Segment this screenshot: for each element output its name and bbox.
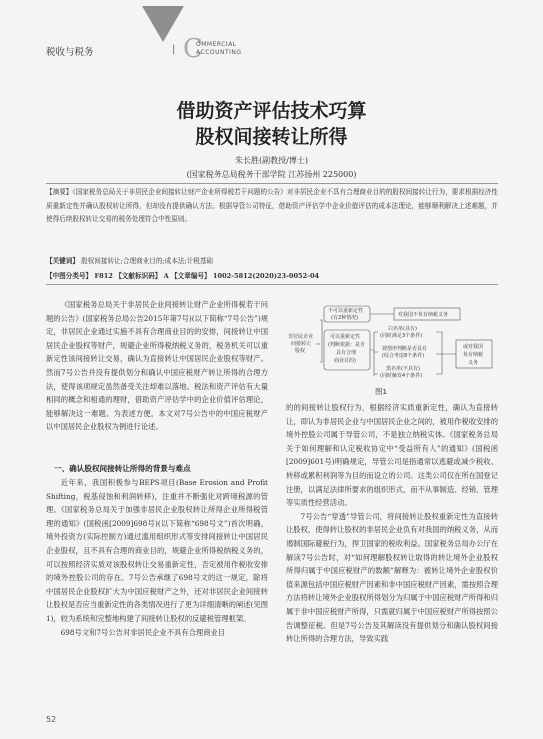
intro-paragraph: 《国家税务总局关于非居民企业间接转让财产企业所得税若干问题的公告》(国家税务总局公告2015年第7号)(以下简称“7号公告”)规定，非居民企业通过实施不具有合理商业目的的安排，间接转让中国居民企业股权等财产，规避企业所得税纳税义务的，税务机关可以重新定性该间接转让交易，确认为直接转让中国居民企业股权等财产。然而7号公告并没有提供划分和确认中国应税财产转让所得的合理方法，使得该项规定虽然备受关注却难以落地。税法和资产评估有大量相同的概念和相通的理财，借助资产评估学中的企业价值评估理论，能够解决这一难题。为表述方便，本文对7号公告中的中国应税财产以中国居民企业股权为例进行论述。 bbox=[46, 300, 268, 432]
abstract: 【摘要】《国家税务总局关于非居民企业间接转让财产企业所得税若干问题的公告》对非居民企业不具有合理商业目的的股权间接转让行为，要求根据经济性质重新定性并确认股权转让所得，但却没有提供确认方法。根据导管公司特征，借助资产评估学中企业价值评估的成本法理论，能够顺利解决上述难题，并使得后续股权转让交易的税务处理符合中性原则。 bbox=[46, 188, 498, 223]
fig-branch-1-line-1: 白名单(具有) bbox=[388, 326, 417, 332]
fig-root-line-1: 非居民企业 bbox=[288, 334, 314, 340]
fig-top-box-line-1: 不可以重新定性 bbox=[328, 308, 364, 314]
fig-branch-1-line-2: (同时满足3个条件) bbox=[380, 333, 423, 339]
fig-root-line-3: 股权 bbox=[295, 348, 306, 354]
right-paragraph-1: 的的间接转让股权行为，根据经济实质重新定性，确认为直接转让，即认为非居民企业与中国居民企业之间的，被用作税收安排的境外控股公司属于导管公司，不是独立纳税实体。《国家税务总局关于如何理解和认定税收协定中“受益所有人”的通知》(国税函[2009]601号)明确规定，导管公司是指通常以逃避或减少税收、转移或累积利润等为目的而设立的公司。这类公司仅在所在国登记注册，以满足法律所要求的组织形式，而不从事制造、经销、管理等实质性经营活动。 bbox=[286, 403, 498, 508]
section-heading-1: 一、确认股权间接转让所得的背景与难点 bbox=[54, 464, 191, 473]
page-number: 52 bbox=[46, 715, 57, 724]
journal-logo-letter: C bbox=[183, 34, 203, 64]
fig-branch-3-line-1: 黑名单(不具有) bbox=[386, 366, 420, 372]
article-title-line-2: 股权间接转让所得 bbox=[195, 126, 348, 148]
abstract-top-rule bbox=[46, 183, 498, 184]
logo-line-1: OMMERCIAL bbox=[196, 41, 237, 48]
keywords-label: 【关键词】 bbox=[46, 257, 79, 265]
author-name: 朱长胜(副教授/博士) bbox=[235, 156, 308, 165]
right-column bbox=[286, 401, 498, 646]
fig-branch-2-line-1: 视情形判断是否具有 bbox=[382, 346, 428, 352]
section-paragraph-1: 近年来，我国积极参与BEPS项目(Base Erosion and Profit Shifting，税基侵蚀和利润转移)，注重并不断强化对跨境税源的管理。《国家税务总局关于加强非居民企业股权转让所得企业所得税管理的通知》(国税函[2009]698号)(以下简称“698号文”)首次明确，境外投资方(实际控制方)通过滥用组织形式等安排间接转让中国居民企业股权，且不具有合理的商业目的，规避企业所得税纳税义务的，可以按照经济实质对该股权转让交易重新定性，否定被用作税收安排的境外控股公司的存在。7号公告承继了698号文的这一规定，除将中国居民企业股权扩大为中国应税财产之外，还对非居民企业间接转让股权是否应当重新定性的各类情况进行了更为详细清晰的阐述(见图1)，较为系统和完整地构建了间接转让股权的反避税管理框架。 bbox=[46, 478, 268, 623]
fig-top-result: 对我国不负有纳税义务 bbox=[398, 312, 449, 318]
fig-root-line-2: 间接转让 bbox=[291, 341, 312, 347]
fig-mid-box-line-2: (判断依据：是否 bbox=[328, 342, 365, 348]
fig-mid-box-line-3: 具有合理 bbox=[336, 350, 357, 356]
fig-result-2-line-1: 或对我国 bbox=[463, 344, 484, 350]
left-column bbox=[46, 298, 268, 434]
figure-1-diagram bbox=[286, 302, 498, 384]
fig-branch-2-line-2: (综合考虑8个条件) bbox=[382, 353, 425, 359]
fig-top-box-line-2: (有2种情况) bbox=[331, 315, 359, 321]
section-label: 税收与税务 bbox=[46, 47, 94, 58]
fig-result-2-line-2: 负有纳税 bbox=[463, 352, 484, 358]
author-affiliation: (国家税务总局税务干部学院 江苏扬州 225000) bbox=[186, 170, 357, 179]
article-title-line-1: 借助资产评估技术巧算 bbox=[176, 100, 367, 122]
keywords-text: 股权间接转让;合理商业目的;成本法;计税基础 bbox=[81, 257, 214, 265]
section-paragraph-2: 698号文和7号公告对非居民企业不具有合理商业目 bbox=[60, 627, 226, 637]
fig-mid-box-line-1: 可以重新定性 bbox=[330, 334, 361, 340]
figure-1-caption: 图1 bbox=[375, 387, 388, 396]
header-triangle-decoration bbox=[142, 6, 184, 42]
right-paragraph-2: 7号公告“穿透”导管公司，将间接转让股权重新定性为直接转让股权，使得转让股权的非居民企业负有对我国的纳税义务，从而遏制国际避税行为，捍卫国家的税收利益。国家税务总局办公厅在解读7号公告时，对“如何理解股权转让取得的转让境外企业股权所得归属于中国应税财产的数额”解释为：被转让境外企业股权价值来源包括中国应税财产因素和非中国应税财产因素，需按照合理方法将转让境外企业股权所得划分为归属于中国应税财产所得和归属于非中国应税财产所得，只需就归属于中国应税财产所得按照公告调整征税。但是7号公告及其解读没有提供划分和确认股权间接转让所得的合理方法，导致实践 bbox=[286, 511, 498, 644]
abstract-bottom-rule bbox=[46, 284, 498, 285]
logo-line-2: ACCOUNTING bbox=[196, 49, 242, 56]
classification-info: 【中图分类号】 F812 【文献标识码】 A 【文章编号】 1002-5812(2020)23-0052-04 bbox=[46, 272, 320, 280]
fig-branch-3-line-2: (同时触发4个条件) bbox=[380, 373, 423, 379]
fig-result-2-line-3: 义务 bbox=[468, 360, 479, 366]
left-column-section bbox=[46, 476, 268, 639]
fig-mid-box-line-4: 商业目的) bbox=[334, 358, 356, 364]
keywords bbox=[46, 255, 213, 265]
header-separator: | bbox=[172, 44, 176, 55]
journal-logo-text bbox=[196, 41, 242, 57]
